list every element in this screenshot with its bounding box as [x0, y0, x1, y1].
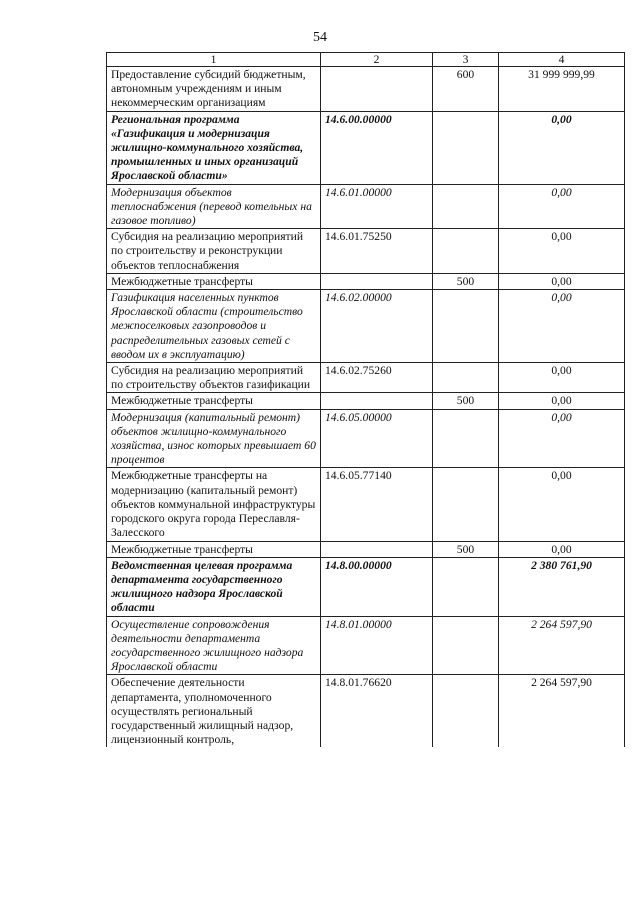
row-name-cell: Межбюджетные трансферты на модернизацию (капитальный ремонт) объектов коммунальной инфраструктуры городского округа города Переславля-Залесского	[107, 468, 321, 541]
row-code-cell: 14.6.01.75250	[321, 229, 433, 274]
row-code-cell: 14.6.05.00000	[321, 409, 433, 468]
table-row	[107, 67, 625, 112]
row-type-cell: 500	[433, 273, 499, 289]
table-row	[107, 409, 625, 468]
row-amount-cell: 0,00	[499, 409, 625, 468]
budget-table	[106, 52, 625, 747]
row-type-cell	[433, 363, 499, 393]
row-code-cell: 14.8.01.76620	[321, 675, 433, 748]
row-name-cell: Газификация населенных пунктов Ярославской области (строительство межпоселковых газопроводов и распределительных газовых сетей с вводом их в эксплуатацию)	[107, 290, 321, 363]
table-body	[107, 53, 625, 748]
row-name-cell: Межбюджетные трансферты	[107, 541, 321, 557]
row-type-cell	[433, 229, 499, 274]
row-amount-cell: 0,00	[499, 273, 625, 289]
row-type-cell	[433, 468, 499, 541]
row-type-cell	[433, 557, 499, 616]
row-name-cell: Обеспечение деятельности департамента, уполномоченного осуществлять региональный государственный жилищный надзор, лицензионный контроль,	[107, 675, 321, 748]
row-type-cell: 600	[433, 67, 499, 112]
header-col-1: 1	[107, 53, 321, 67]
row-code-cell: 14.6.02.75260	[321, 363, 433, 393]
row-name-cell: Модернизация объектов теплоснабжения (перевод котельных на газовое топливо)	[107, 184, 321, 229]
row-amount-cell: 0,00	[499, 393, 625, 409]
row-code-cell: 14.6.05.77140	[321, 468, 433, 541]
row-amount-cell: 2 264 597,90	[499, 675, 625, 748]
row-type-cell	[433, 616, 499, 675]
header-col-2: 2	[321, 53, 433, 67]
row-name-cell: Межбюджетные трансферты	[107, 273, 321, 289]
row-amount-cell: 31 999 999,99	[499, 67, 625, 112]
table-row	[107, 393, 625, 409]
table-row	[107, 363, 625, 393]
table-row	[107, 229, 625, 274]
row-amount-cell: 0,00	[499, 111, 625, 184]
table-row	[107, 184, 625, 229]
row-type-cell	[433, 290, 499, 363]
row-code-cell: 14.6.02.00000	[321, 290, 433, 363]
row-name-cell: Ведомственная целевая программа департамента государственного жилищного надзора Ярославской области	[107, 557, 321, 616]
row-amount-cell: 0,00	[499, 184, 625, 229]
row-amount-cell: 0,00	[499, 229, 625, 274]
row-code-cell	[321, 67, 433, 112]
row-name-cell: Модернизация (капитальный ремонт) объектов жилищно-коммунального хозяйства, износ которых превышает 60 процентов	[107, 409, 321, 468]
header-col-3: 3	[433, 53, 499, 67]
row-type-cell	[433, 184, 499, 229]
table-row	[107, 541, 625, 557]
row-code-cell: 14.8.01.00000	[321, 616, 433, 675]
row-code-cell: 14.6.00.00000	[321, 111, 433, 184]
row-type-cell	[433, 111, 499, 184]
row-name-cell: Субсидия на реализацию мероприятий по строительству объектов газификации	[107, 363, 321, 393]
page-number: 54	[313, 30, 327, 45]
row-amount-cell: 2 264 597,90	[499, 616, 625, 675]
row-amount-cell: 2 380 761,90	[499, 557, 625, 616]
table-header-row	[107, 53, 625, 67]
table-row	[107, 616, 625, 675]
table-row	[107, 468, 625, 541]
row-amount-cell: 0,00	[499, 290, 625, 363]
row-code-cell: 14.6.01.00000	[321, 184, 433, 229]
header-col-4: 4	[499, 53, 625, 67]
table-row	[107, 273, 625, 289]
row-name-cell: Предоставление субсидий бюджетным, автономным учреждениям и иным некоммерческим организациям	[107, 67, 321, 112]
row-amount-cell: 0,00	[499, 363, 625, 393]
row-amount-cell: 0,00	[499, 468, 625, 541]
row-amount-cell: 0,00	[499, 541, 625, 557]
row-name-cell: Региональная программа «Газификация и модернизация жилищно-коммунального хозяйства, промышленных и иных организаций Ярославской области»	[107, 111, 321, 184]
row-code-cell	[321, 541, 433, 557]
row-name-cell: Межбюджетные трансферты	[107, 393, 321, 409]
row-code-cell: 14.8.00.00000	[321, 557, 433, 616]
row-type-cell: 500	[433, 541, 499, 557]
row-code-cell	[321, 393, 433, 409]
row-name-cell: Субсидия на реализацию мероприятий по строительству и реконструкции объектов теплоснабжения	[107, 229, 321, 274]
row-name-cell: Осуществление сопровождения деятельности департамента государственного жилищного надзора Ярославской области	[107, 616, 321, 675]
table-row	[107, 111, 625, 184]
row-type-cell	[433, 675, 499, 748]
table-row	[107, 290, 625, 363]
table-row	[107, 675, 625, 748]
row-type-cell	[433, 409, 499, 468]
row-type-cell: 500	[433, 393, 499, 409]
table-row	[107, 557, 625, 616]
row-code-cell	[321, 273, 433, 289]
